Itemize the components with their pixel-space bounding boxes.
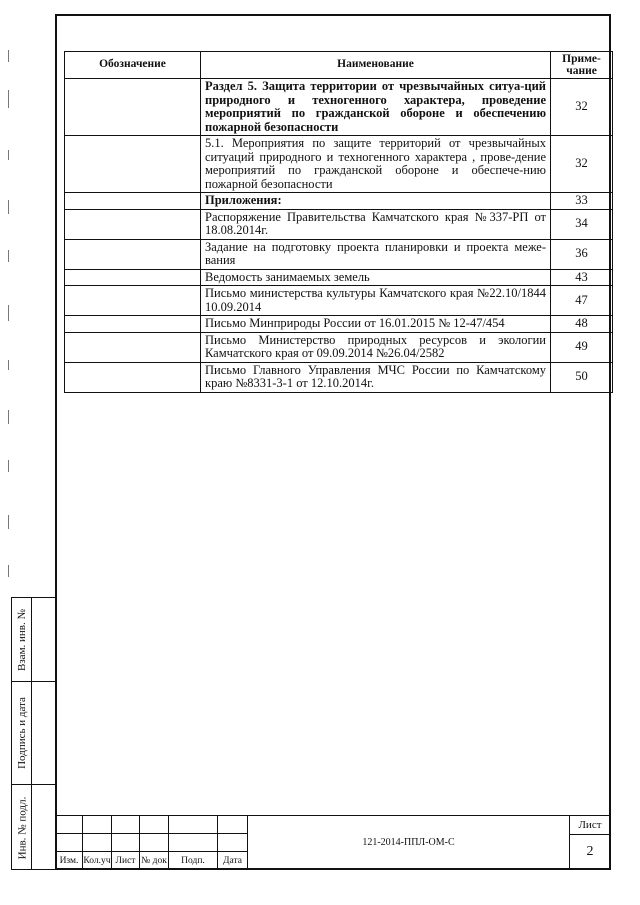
row-page: 48 — [551, 316, 613, 333]
row-page: 33 — [551, 193, 613, 210]
document-code: 121-2014-ППЛ-ОМ-С — [247, 815, 570, 870]
tb-label-data: Дата — [217, 851, 248, 870]
table-row — [65, 209, 613, 239]
table-header-row — [65, 52, 613, 79]
title-block — [55, 815, 611, 870]
row-page: 36 — [551, 239, 613, 269]
table-row — [65, 286, 613, 316]
row-name: Задание на подготовку проекта планировки и проекта меже-вания — [201, 239, 551, 269]
margin-mark — [8, 90, 15, 108]
margin-mark — [8, 150, 15, 160]
side-label-inv: Инв. № подл. — [16, 796, 28, 859]
side-stamp — [11, 597, 55, 870]
row-code — [65, 193, 201, 210]
row-code — [65, 286, 201, 316]
table-row — [65, 332, 613, 362]
tb-cell — [82, 815, 112, 834]
table-row — [65, 362, 613, 392]
row-code — [65, 239, 201, 269]
row-code — [65, 362, 201, 392]
margin-mark — [8, 360, 15, 370]
table-row — [65, 193, 613, 210]
side-label-podpis: Подпись и дата — [16, 696, 28, 769]
row-name: Письмо Главного Управления МЧС России по Камчатскому краю №8331-3-1 от 12.10.2014г. — [201, 362, 551, 392]
tb-label-list: Лист — [111, 851, 140, 870]
tb-cell — [111, 815, 140, 834]
row-name: Распоряжение Правительства Камчатского края №337-РП от 18.08.2014г. — [201, 209, 551, 239]
tb-label-podp: Подп. — [168, 851, 218, 870]
table-row — [65, 136, 613, 193]
margin-mark — [8, 305, 15, 321]
tb-cell — [55, 833, 83, 852]
row-code — [65, 332, 201, 362]
row-name: Письмо Министерство природных ресурсов и экологии Камчатского края от 09.09.2014 №26.04/2582 — [201, 332, 551, 362]
table-row — [65, 239, 613, 269]
sheet-number: 2 — [569, 834, 611, 870]
row-page: 32 — [551, 79, 613, 136]
margin-mark — [8, 200, 15, 214]
row-page: 49 — [551, 332, 613, 362]
row-name: Раздел 5. Защита территории от чрезвычайных ситуа-ций природного и техногенного характера, проведение мероприятий по гражданской обороне и обеспечению пожарной безопасности — [201, 79, 551, 136]
table-row — [65, 269, 613, 286]
contents-table — [64, 51, 613, 393]
tb-label-ndok: № док — [139, 851, 169, 870]
row-page: 34 — [551, 209, 613, 239]
table-row — [65, 79, 613, 136]
margin-mark — [8, 410, 15, 424]
margin-mark — [8, 250, 15, 262]
tb-label-izm: Изм. — [55, 851, 83, 870]
margin-mark — [8, 50, 15, 62]
side-col-values — [32, 598, 56, 869]
tb-label-kol: Кол.уч — [82, 851, 112, 870]
row-page: 47 — [551, 286, 613, 316]
row-page: 32 — [551, 136, 613, 193]
row-code — [65, 269, 201, 286]
margin-mark — [8, 565, 15, 577]
tb-cell — [82, 833, 112, 852]
row-code — [65, 316, 201, 333]
row-code — [65, 209, 201, 239]
side-label-vzam: Взам. инв. № — [16, 608, 28, 671]
tb-cell — [217, 815, 248, 834]
tb-cell — [139, 815, 169, 834]
tb-cell — [217, 833, 248, 852]
row-name: Письмо Минприроды России от 16.01.2015 № 12-47/454 — [201, 316, 551, 333]
table-row — [65, 316, 613, 333]
header-code: Обозначение — [65, 52, 201, 79]
row-code — [65, 136, 201, 193]
tb-cell — [168, 833, 218, 852]
row-code — [65, 79, 201, 136]
row-page: 43 — [551, 269, 613, 286]
sheet-label: Лист — [569, 815, 611, 835]
margin-mark — [8, 515, 15, 529]
tb-cell — [111, 833, 140, 852]
tb-cell — [139, 833, 169, 852]
margin-mark — [8, 460, 15, 472]
row-name: Приложения: — [201, 193, 551, 210]
tb-cell — [168, 815, 218, 834]
row-page: 50 — [551, 362, 613, 392]
row-name: Письмо министерства культуры Камчатского края №22.10/1844 10.09.2014 — [201, 286, 551, 316]
header-name: Наименование — [201, 52, 551, 79]
row-name: Ведомость занимаемых земель — [201, 269, 551, 286]
tb-cell — [55, 815, 83, 834]
row-name: 5.1. Мероприятия по защите территорий от чрезвычайных ситуаций природного и техногенного характера , прове-дение мероприятий по гражданской обороне и обеспече-нию пожарной безопасности — [201, 136, 551, 193]
header-note: Приме- чание — [551, 52, 613, 79]
